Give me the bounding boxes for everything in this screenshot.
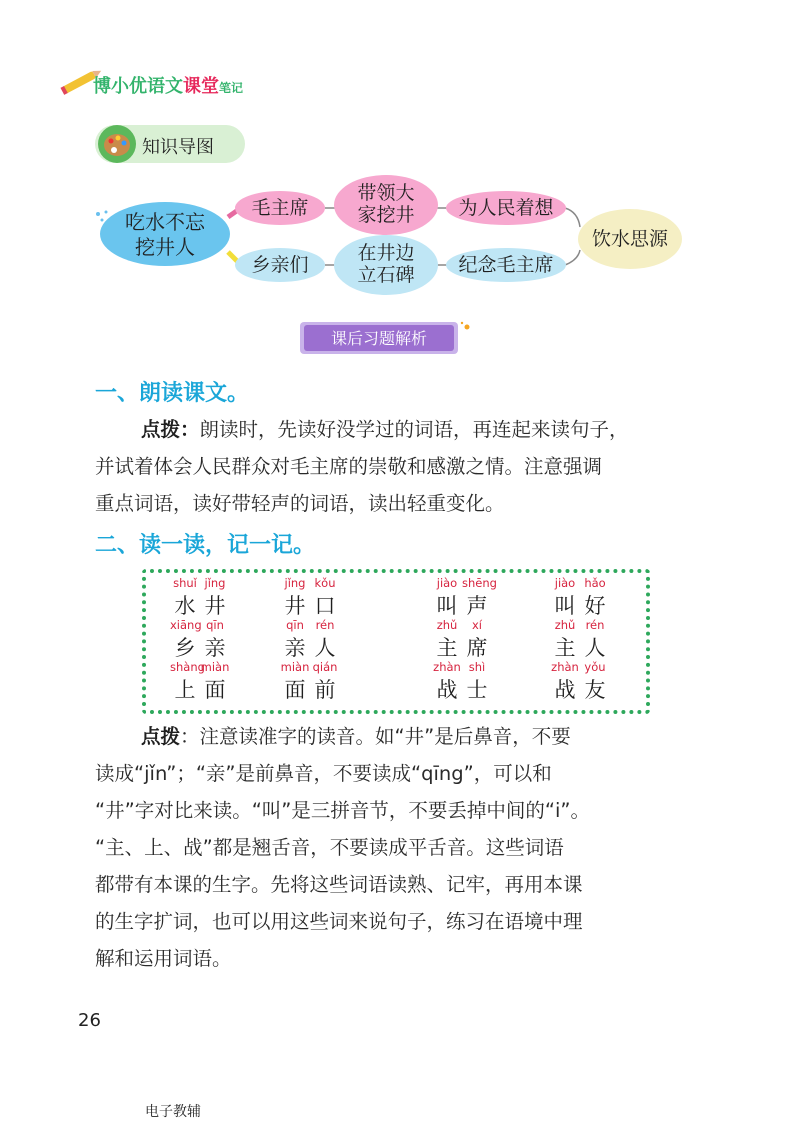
word-grid-content: [170, 576, 640, 706]
section1-title: 一、朗读课文。: [95, 381, 250, 406]
pinyin-label: qīn: [286, 618, 304, 632]
hanzi-char: 面: [204, 678, 226, 702]
hanzi-char: 友: [584, 678, 606, 702]
node-lead-label: 带领大 家挖井: [357, 182, 415, 226]
section2-line: 解和运用词语。: [95, 947, 232, 970]
pinyin-label: yǒu: [584, 660, 606, 674]
section2-line: “井”字对比来读。“叫”是三拼音节，不要丢掉中间的“i”。: [95, 799, 591, 822]
hanzi-char: 乡: [174, 636, 196, 660]
hanzi-char: 战: [436, 678, 458, 702]
hanzi-char: 战: [554, 678, 576, 702]
exercise-banner-title: 课后习题解析: [330, 329, 427, 348]
pinyin-label: rén: [315, 618, 335, 632]
sparkle-icon: [460, 320, 474, 334]
center-node-label: 吃水不忘 挖井人: [125, 210, 205, 259]
section1-line: 重点词语，读好带轻声的词语，读出轻重变化。: [95, 492, 505, 515]
node-memorial-label: 纪念毛主席: [458, 254, 554, 276]
word-cell: [432, 576, 552, 616]
pinyin-label: zhàn: [551, 660, 579, 674]
section2-paragraph: [95, 718, 695, 977]
pinyin-label: shēng: [462, 576, 497, 590]
hanzi-char: 人: [314, 636, 336, 660]
section2-line: 都带有本课的生字。先将这些词语读熟、记牢，再用本课: [95, 873, 583, 896]
hanzi-char: 亲: [204, 636, 226, 660]
hanzi-char: 主: [554, 636, 576, 660]
pinyin-label: kǒu: [314, 576, 336, 590]
word-cell: [550, 618, 670, 658]
word-cell: [280, 618, 400, 658]
section2-title: 二、读一读，记一记。: [95, 533, 316, 558]
hanzi-char: 叫: [554, 594, 576, 618]
hanzi-char: 井: [284, 594, 306, 618]
page-number: 26: [78, 1010, 101, 1031]
section2-line: 的生字扩词，也可以用这些词来说句子，练习在语境中理: [95, 910, 583, 933]
pinyin-label: zhǔ: [436, 618, 458, 632]
knowledge-map-title: 知识导图: [142, 137, 214, 158]
section2-line: “主、上、战”都是翘舌音，不要读成平舌音。这些词语: [95, 836, 564, 859]
section1-line: 朗读时，先读好没学过的词语，再连起来读句子，: [199, 418, 629, 441]
footer-label: 电子教辅: [145, 1104, 201, 1120]
pinyin-label: zhàn: [433, 660, 461, 674]
pinyin-label: qián: [312, 660, 338, 674]
pinyin-label: miàn: [200, 660, 230, 674]
hanzi-char: 面: [284, 678, 306, 702]
section2-line: 读成“jǐn”；“亲”是前鼻音，不要读成“qīng”，可以和: [95, 762, 552, 785]
pinyin-label: xí: [471, 618, 482, 632]
word-cell: [280, 660, 400, 700]
hanzi-char: 水: [174, 594, 196, 618]
word-cell: [170, 660, 290, 700]
word-cell: [170, 576, 290, 616]
mind-map: [90, 172, 710, 302]
pinyin-label: zhǔ: [554, 618, 576, 632]
hanzi-char: 叫: [436, 594, 458, 618]
hanzi-char: 亲: [284, 636, 306, 660]
pinyin-label: jiào: [554, 576, 576, 590]
section2-tip-label: 点拨: [141, 725, 181, 748]
hanzi-char: 井: [204, 594, 226, 618]
pinyin-label: jǐng: [284, 576, 306, 590]
hanzi-char: 人: [584, 636, 606, 660]
pinyin-label: rén: [585, 618, 605, 632]
pinyin-label: shuǐ: [173, 576, 197, 590]
hanzi-char: 口: [314, 594, 336, 618]
word-cell: [550, 660, 670, 700]
section2-line: ：注意读准字的读音。如“井”是后鼻音，不要: [180, 725, 571, 748]
section1-line: 并试着体会人民群众对毛主席的崇敬和感激之情。注意强调: [95, 455, 603, 478]
pinyin-label: hǎo: [584, 576, 606, 590]
section1-tip-label: 点拨：: [141, 418, 200, 441]
hanzi-char: 席: [466, 636, 488, 660]
node-people-label: 为人民着想: [458, 197, 554, 219]
end-node-label: 饮水思源: [591, 228, 668, 250]
word-cell: [170, 618, 290, 658]
word-cell: [432, 660, 552, 700]
pinyin-label: xiāng: [170, 618, 202, 632]
node-stone-label: 在井边 立石碑: [357, 242, 415, 286]
pinyin-label: jǐng: [204, 576, 226, 590]
section1-paragraph: [95, 411, 695, 522]
pinyin-label: jiào: [436, 576, 458, 590]
node-mao-label: 毛主席: [251, 197, 309, 219]
hanzi-char: 主: [436, 636, 458, 660]
word-cell: [432, 618, 552, 658]
palette-icon: [97, 124, 137, 164]
hanzi-char: 声: [466, 594, 488, 618]
node-villagers-label: 乡亲们: [251, 254, 309, 276]
pinyin-label: shì: [468, 660, 486, 674]
hanzi-char: 士: [466, 678, 488, 702]
word-cell: [280, 576, 400, 616]
pinyin-label: qīn: [206, 618, 224, 632]
hanzi-char: 好: [584, 594, 606, 618]
word-cell: [550, 576, 670, 616]
pinyin-label: miàn: [280, 660, 310, 674]
hanzi-char: 上: [174, 678, 196, 702]
hanzi-char: 前: [314, 678, 336, 702]
brand-title: 博小优语文课堂笔记: [93, 76, 244, 97]
pinyin-label: shàng: [170, 660, 205, 674]
